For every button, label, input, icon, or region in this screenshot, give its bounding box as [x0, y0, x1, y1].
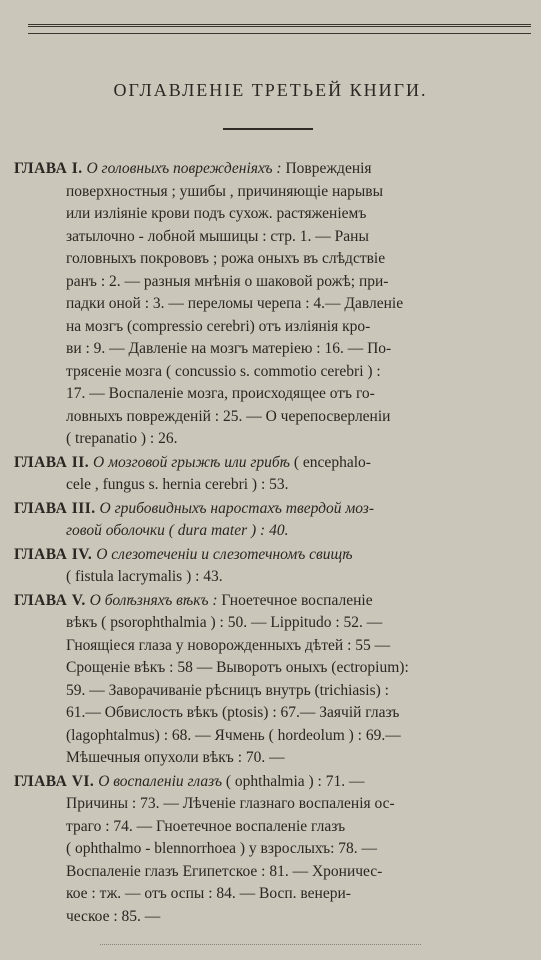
chapter-first-line — [14, 498, 533, 521]
chapter-first-line — [14, 590, 533, 613]
chapter-entry-5 — [14, 590, 533, 770]
chapter-line: траго : 74. — Гноетечное воспаленіе глазъ — [66, 817, 346, 835]
chapter-line: Гноетечное воспаленіе — [217, 591, 373, 609]
chapter-topic: О мозговой грыжѣ или грибѣ — [93, 453, 291, 471]
chapter-line: кое : тж. — отъ оспы : 84. — Восп. венери- — [66, 885, 351, 902]
chapter-line: Срощеніе вѣкъ : 58 — Выворотъ оныхъ (ectropium): — [66, 659, 409, 676]
chapter-first-line — [14, 771, 533, 794]
chapter-line: ( trepanatio ) : 26. — [66, 430, 178, 447]
chapter-line: Гноящіеся глаза у новорожденныхъ дѣтей : 55 — — [66, 636, 391, 654]
page-title: ОГЛАВЛЕНІЕ ТРЕТЬЕЙ КНИГИ. — [113, 80, 428, 100]
chapter-label: ГЛАВА III. — [14, 499, 96, 517]
chapter-line: (lagophtalmus) : 68. — Ячмень ( hordeolum ) : 69.— — [66, 726, 401, 744]
chapter-topic: О воспаленіи глазъ — [98, 772, 222, 790]
chapter-topic: О головныхъ поврежденіяхъ : — [86, 160, 282, 177]
chapter-label: ГЛАВА I. — [14, 160, 83, 177]
chapter-line: говой оболочки ( dura mater ) : 40. — [66, 522, 289, 539]
title-underline — [223, 128, 313, 130]
chapter-label: ГЛАВА VI. — [14, 772, 95, 790]
chapter-line: трясеніе мозга ( concussio s. commotio cerebri ) : — [66, 362, 381, 380]
footer-dotted-rule — [100, 944, 421, 945]
table-of-contents — [14, 158, 533, 929]
chapter-label: ГЛАВА V. — [14, 591, 86, 609]
chapter-entry-1 — [14, 158, 533, 451]
chapter-entry-2 — [14, 452, 533, 497]
chapter-line: ( ophthalmo - blennorrhoea ) у взрослыхъ: 78. — — [66, 840, 378, 857]
chapter-line: вѣкъ ( psorophthalmia ) : 50. — Lippitudo : 52. — — [66, 614, 383, 631]
chapter-line: поверхностныя ; ушибы , причиняющіе нарывы — [66, 182, 384, 200]
top-double-rule — [28, 24, 531, 33]
chapter-label: ГЛАВА IV. — [14, 545, 93, 563]
chapter-line: или изліяніе крови подъ сухож. растяженіемъ — [66, 205, 367, 222]
chapter-line: cele , fungus s. hernia cerebri ) : 53. — [66, 476, 289, 493]
chapter-line: ческое : 85. — — [66, 907, 161, 925]
chapter-line: 17. — Воспаленіе мозга, происходящее отъ го- — [66, 385, 375, 402]
chapter-line: падки оной : 3. — переломы черепа : 4.— Давленіе — [66, 295, 404, 312]
top-thin-rule — [28, 33, 531, 34]
chapter-first-line — [14, 452, 533, 475]
chapter-line: ( encephalo- — [290, 453, 371, 471]
chapter-line: ловныхъ поврежденій : 25. — О черепосверленіи — [66, 407, 391, 425]
chapter-line: ви : 9. — Давленіе на мозгъ матеріею : 16. — По- — [66, 340, 392, 357]
chapter-first-line — [14, 544, 533, 567]
chapter-line: Поврежденія — [281, 160, 372, 177]
chapter-topic: О слезотеченіи и слезотечномъ свищѣ — [96, 545, 353, 563]
chapter-topic: О болѣзняхъ вѣкъ : — [89, 591, 218, 609]
chapter-line: ( fistula lacrymalis ) : 43. — [66, 568, 223, 585]
chapter-line: 61.— Обвислость вѣкъ (ptosis) : 67.— Заячій глазъ — [66, 704, 400, 721]
chapter-line: головныхъ покрововъ ; рожа оныхъ въ слѣдствіе — [66, 250, 386, 267]
chapter-line: Воспаленіе глазъ Египетское : 81. — Хроничес- — [66, 862, 383, 880]
chapter-label: ГЛАВА II. — [14, 453, 90, 471]
chapter-line: ранъ : 2. — разныя мнѣнія о шаковой рожѣ; при- — [66, 272, 389, 290]
chapter-line: Причины : 73. — Лѣченіе глазнаго воспаленія ос- — [66, 795, 395, 812]
chapter-line: ( ophthalmia ) : 71. — — [221, 772, 365, 790]
chapter-entry-6 — [14, 771, 533, 929]
chapter-line: на мозгъ (compressio cerebri) отъ изліянія кро- — [66, 317, 371, 335]
chapter-topic: О грибовидныхъ наростахъ твердой моз- — [99, 499, 374, 517]
chapter-entry-4 — [14, 544, 533, 589]
chapter-line: Мѣшечныя опухоли вѣкъ : 70. — — [66, 749, 285, 766]
chapter-first-line — [14, 158, 533, 181]
chapter-line: затылочно - лобной мышицы : стр. 1. — Раны — [66, 227, 369, 245]
chapter-line: 59. — Заворачиваніе рѣсницъ внутрь (trichiasis) : — [66, 681, 389, 699]
chapter-entry-3 — [14, 498, 533, 543]
